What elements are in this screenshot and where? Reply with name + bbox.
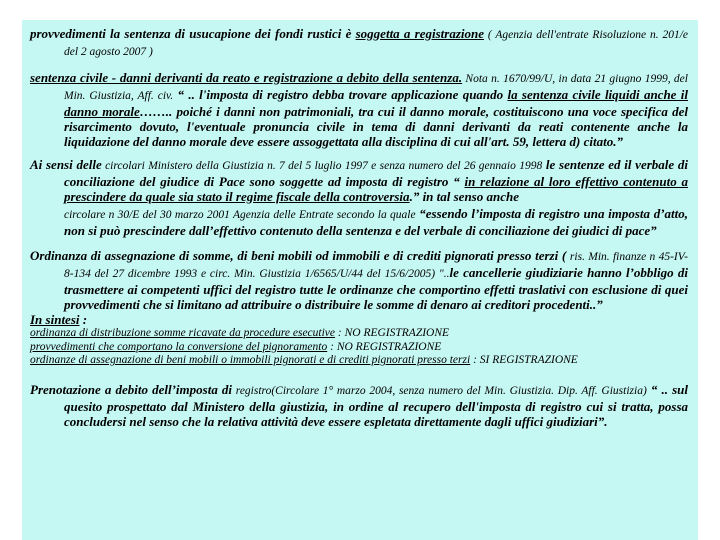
ordinanza-lead: Ordinanza di assegnazione di somme, di beni mobili od immobili e di crediti pignorati presso terzi (: [30, 248, 570, 263]
sentenza-civile-quote-underlined: la sentenza civile liquidi anche il danno morale: [64, 87, 688, 119]
ordinanza-note: ris. Min. finanze n 45-IV-8-134 del 27 dicembre 1993 e circ. Min. Giustizia 1/6565/U/44 del 15/6/2005) "..: [64, 251, 688, 280]
circolare-30e-note: circolare n 30/E del 30 marzo 2001 Agenzia delle Entrate secondo la quale: [64, 209, 416, 221]
ai-sensi-tail: .” in tal senso anche: [409, 189, 519, 204]
usucapione-text: provvedimenti la sentenza di usucapione dei fondi rustici è: [30, 26, 356, 41]
paragraph-prenotazione: [30, 382, 688, 429]
summary-colon: :: [79, 312, 88, 327]
paragraph-ordinanza: [30, 248, 688, 312]
summary-row-label: ordinanza di distribuzione somme ricavate da procedure esecutive: [30, 327, 336, 339]
slide-content: [22, 20, 698, 540]
sentenza-civile-quote-b: …….. poiché i danni non patrimoniali, tra cui il danno morale, costituiscono una voce specifica del risarcimento dovuto, l'eventuale pronuncia civile in tema di danni derivanti da reati contenente anche la liquidazione del danno morale deve essere assoggettata alla disciplina di cui all'art. 59, lettera d) citato.”: [64, 104, 688, 149]
usucapione-note: ( Agenzia dell'entrate Risoluzione n. 201/e del 2 agosto 2007 ): [64, 29, 688, 58]
paragraph-circolare-30e: [30, 206, 688, 238]
paragraph-sentenza-civile: [30, 70, 688, 149]
summary-row: [30, 354, 688, 368]
ai-sensi-underlined: in relazione al loro effettivo contenuto a prescindere da quale sia stato il regime fiscale della controversia: [64, 174, 688, 204]
summary-row: [30, 327, 688, 341]
summary-row-value: : SI REGISTRAZIONE: [470, 354, 578, 366]
summary-row-value: : NO REGISTRAZIONE: [335, 327, 450, 339]
ai-sensi-lead: Ai sensi delle: [30, 157, 102, 172]
ordinanza-quote: le cancellerie giudiziarie hanno l’obbligo di trasmettere ai competenti uffici del registro tutte le ordinanze che comportino effetti traslativi con esclusione di quei provvedimenti che si limitano ad attribuire o distribuire le somme di denaro ai creditori procedenti..”: [64, 265, 688, 312]
sentenza-civile-note: Nota n. 1670/99/U, in data 21 giugno 1999, del Min. Giustizia, Aff. civ.: [64, 73, 688, 102]
usucapione-underlined: soggetta a registrazione: [355, 26, 485, 41]
summary-title: In sintesi: [30, 312, 80, 327]
paragraph-usucapione: [30, 26, 688, 60]
ai-sensi-mid: le sentenze ed il verbale di conciliazione del giudice di Pace sono soggette ad imposta di registro “: [64, 157, 688, 189]
summary-row-label: provvedimenti che comportano la conversione del pignoramento: [30, 340, 328, 353]
summary-row-label: ordinanze di assegnazione di beni mobili o immobili pignorati e di crediti pignorati presso terzi: [30, 354, 471, 366]
summary-heading: [30, 312, 688, 327]
sentenza-civile-lead: sentenza civile - danni derivanti da reato e registrazione a debito della sentenza.: [30, 70, 463, 85]
summary-row: [30, 341, 688, 355]
paragraph-ai-sensi: [30, 157, 688, 204]
circolare-30e-quote: “essendo l’imposta di registro una imposta d’atto, non si può prescindere dall’effettivo contenuto della sentenza e del verbale di conciliazione dei giudici di pace”: [64, 206, 689, 238]
sentenza-civile-quote-a: “ .. l'imposta di registro debba trovare applicazione quando: [173, 87, 508, 102]
prenotazione-quote: “ .. sul quesito prospettato dal Ministero della giustizia, in ordine al recupero dell'imposta di registro cui si tratta, possa concludersi nel senso che la relativa attività deve essere espletata direttamente dagli uffici giudiziari”.: [64, 381, 689, 429]
ai-sensi-note: circolari Ministero della Giustizia n. 7 del 5 luglio 1997 e senza numero del 26 gennaio 1998: [101, 160, 543, 172]
summary-list: [30, 327, 688, 368]
summary-row-value: : NO REGISTRAZIONE: [327, 340, 442, 353]
prenotazione-lead: Prenotazione a debito dell’imposta di: [30, 381, 233, 397]
prenotazione-note: registro(Circolare 1° marzo 2004, senza numero del Min. Giustizia. Dip. Aff. Giustizia): [232, 384, 647, 397]
